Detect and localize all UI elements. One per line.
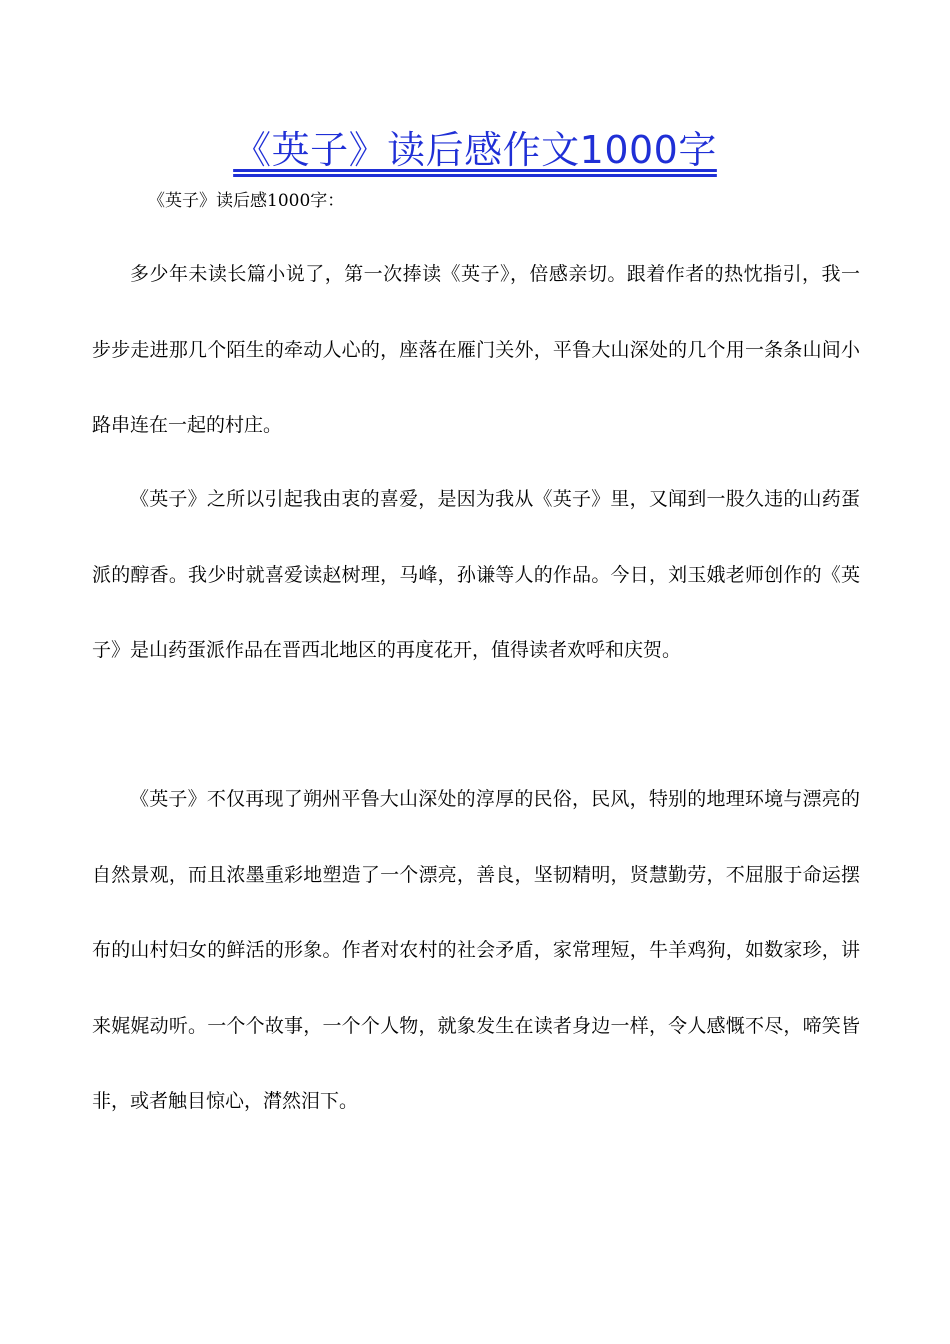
paragraph-2: 《英子》之所以引起我由衷的喜爱，是因为我从《英子》里，又闻到一股久违的山药蛋派的醇香。我少时就喜爱读赵树理，马峰，孙谦等人的作品。今日，刘玉娥老师创作的《英子》是山药蛋派作品在晋西北地区的再度花开，值得读者欢呼和庆贺。 [92, 488, 860, 661]
document-subtitle: 《英子》读后感1000字： [148, 191, 345, 211]
paragraph-1: 多少年未读长篇小说了，第一次捧读《英子》，倍感亲切。跟着作者的热忱指引，我一步步走进那几个陌生的牵动人心的，座落在雁门关外，平鲁大山深处的几个用一条条山间小路串连在一起的村庄。 [92, 263, 860, 436]
document-title-link[interactable]: 《英子》读后感作文1000字 [233, 128, 717, 172]
title-container [0, 124, 950, 176]
paragraph-3: 《英子》不仅再现了朔州平鲁大山深处的淳厚的民俗，民风，特别的地理环境与漂亮的自然景观，而且浓墨重彩地塑造了一个漂亮，善良，坚韧精明，贤慧勤劳，不屈服于命运摆布的山村妇女的鲜活的形象。作者对农村的社会矛盾，家常理短，牛羊鸡狗，如数家珍，讲来娓娓动听。一个个故事，一个个人物，就象发生在读者身边一样，令人感慨不尽，啼笑皆非，或者触目惊心，潸然泪下。 [92, 788, 860, 1112]
